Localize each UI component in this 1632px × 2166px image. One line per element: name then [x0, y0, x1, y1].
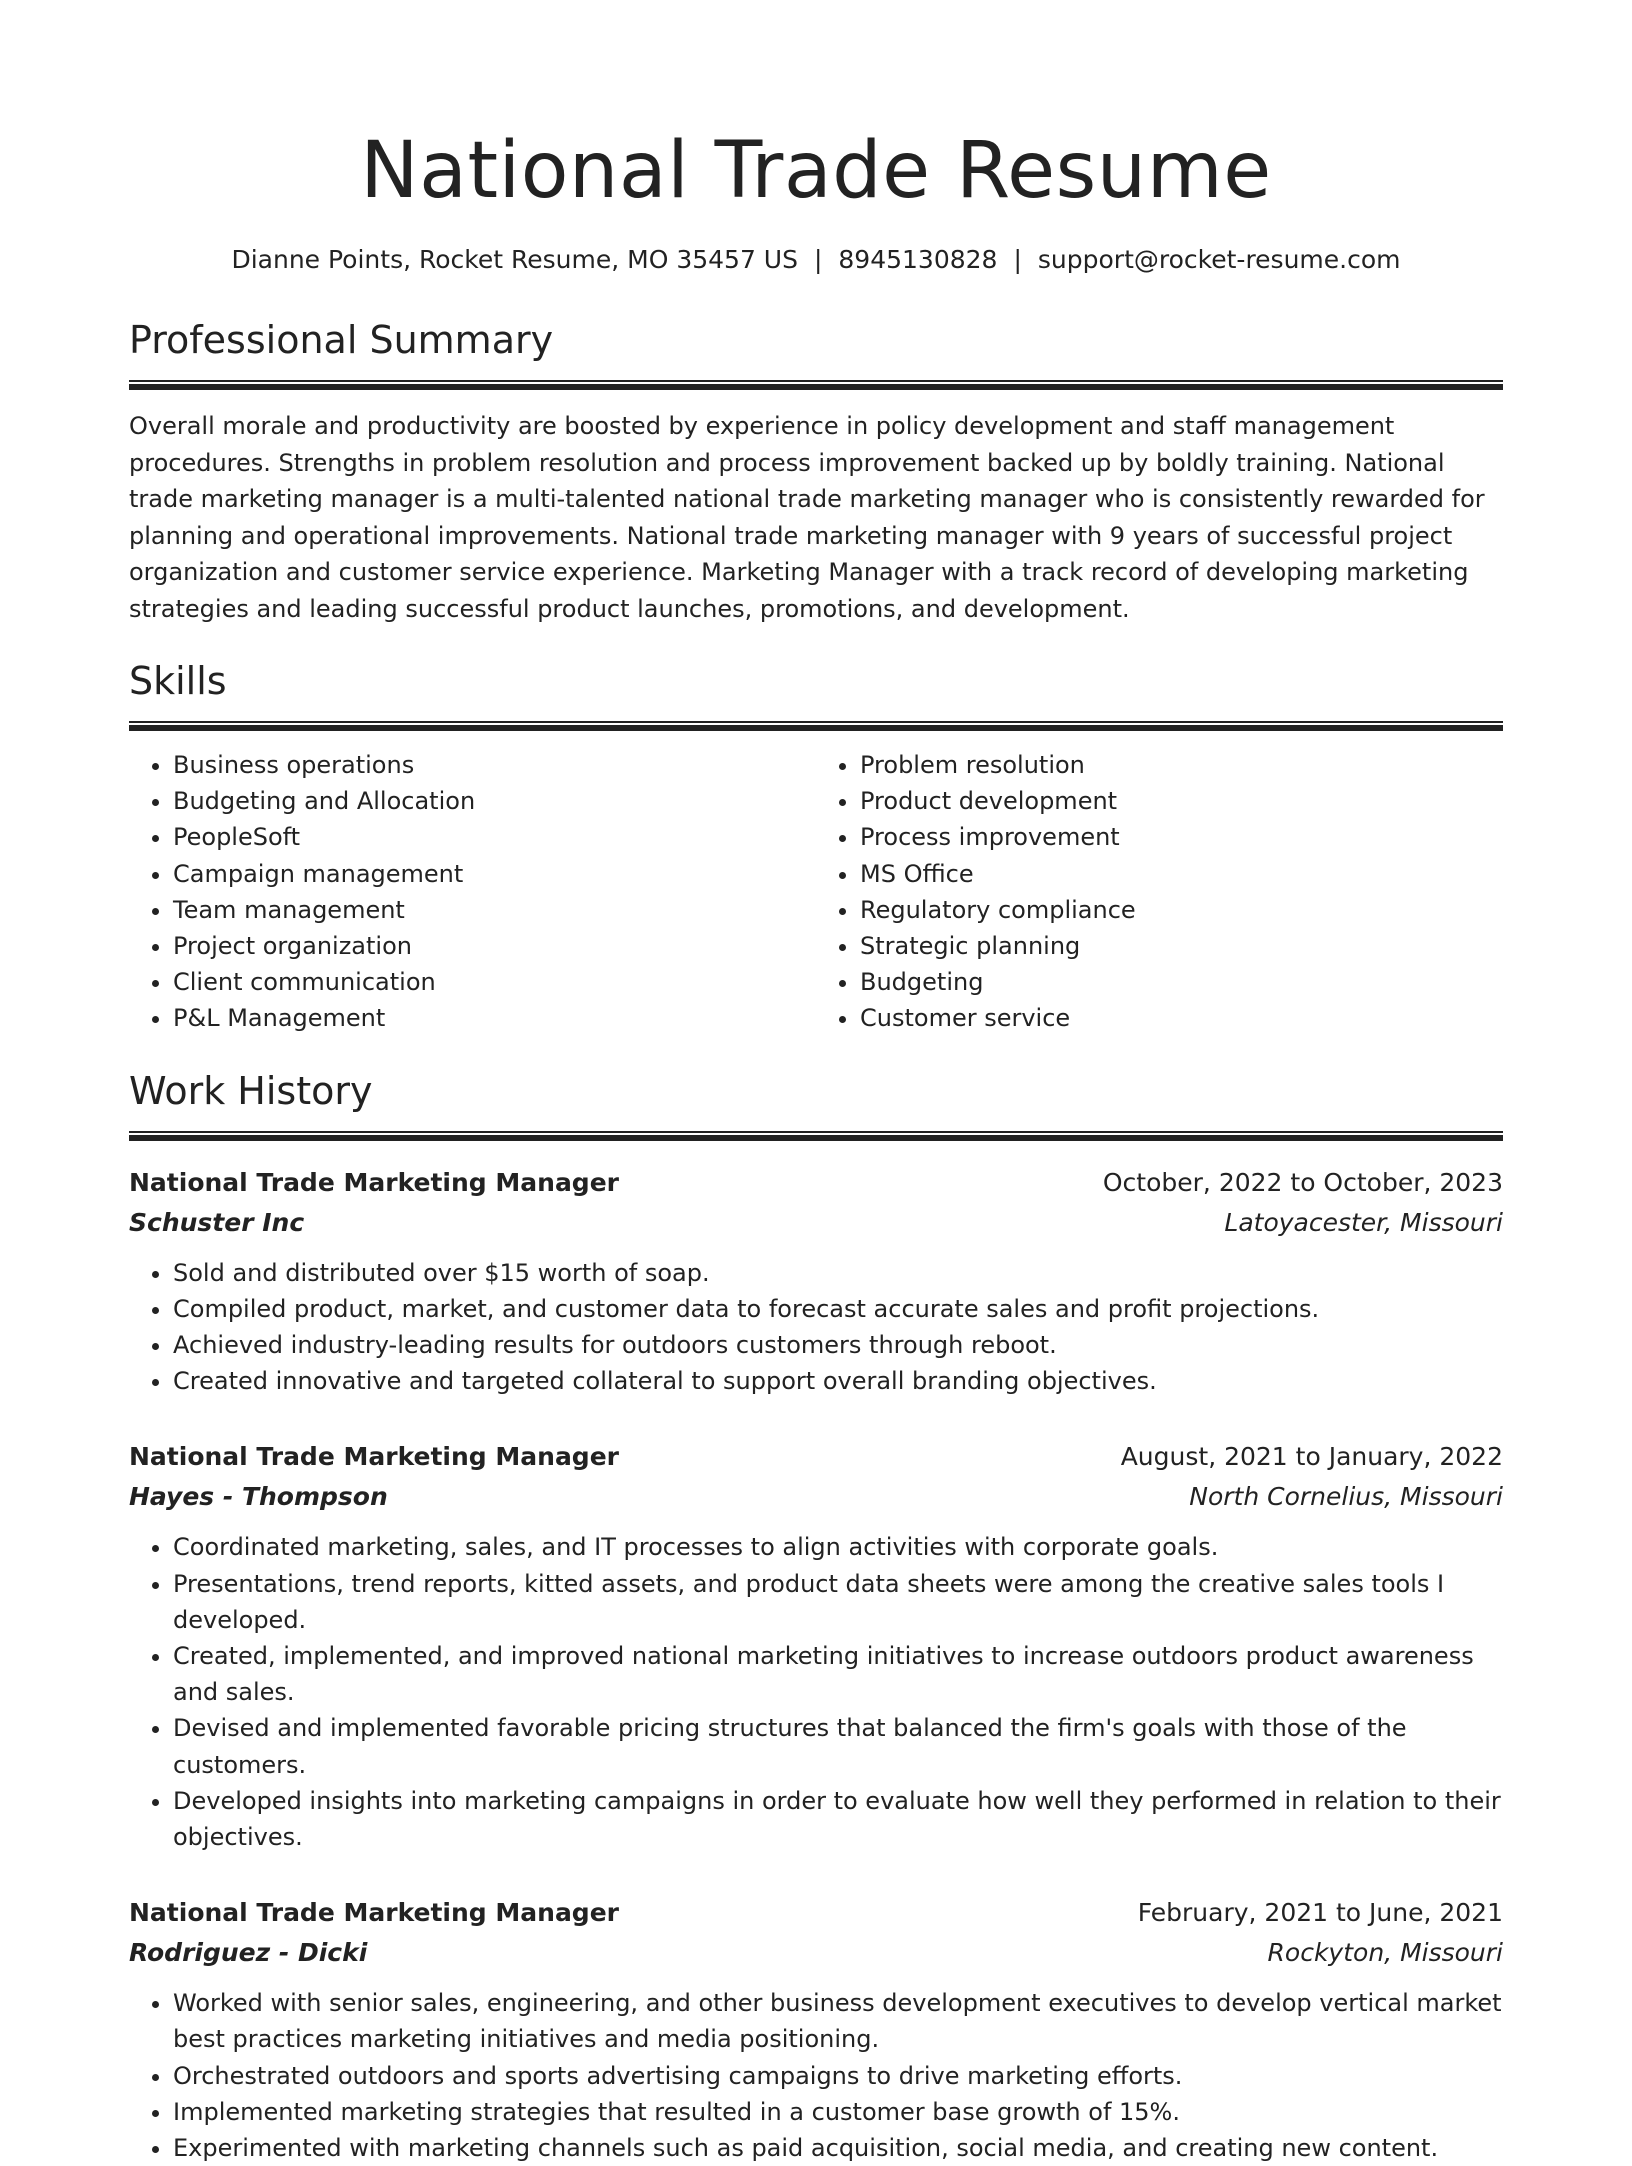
- job-header: [129, 1437, 1503, 1477]
- summary-text: Overall morale and productivity are boosted by experience in policy development and staff management procedures. Strengths in problem resolution and process improvement backed up by boldly training. National trade marketing manager is a multi-talented national trade marketing manager who is consistently rewarded for planning and operational improvements. National trade marketing manager with 9 years of successful project organization and customer service experience. Marketing Manager with a track record of developing marketing strategies and leading successful product launches, promotions, and development.: [129, 412, 1485, 623]
- job-header: [129, 1893, 1503, 1933]
- job-bullet: • Devised and implemented favorable pricing structures that balanced the firm's goals with those of the customers.: [173, 1710, 1503, 1782]
- job-bullet: • Coordinated marketing, sales, and IT processes to align activities with corporate goals.: [173, 1529, 1503, 1565]
- job-bullet: • Experimented with marketing channels such as paid acquisition, social media, and creating new content.: [173, 2130, 1503, 2166]
- skills-columns: [129, 747, 1503, 1037]
- section-heading-summary: Professional Summary: [129, 318, 554, 362]
- contact-address: Dianne Points, Rocket Resume, MO 35457 US: [231, 245, 798, 274]
- job-bullet: • Achieved industry-leading results for outdoors customers through reboot.: [173, 1327, 1503, 1363]
- contact-line: [129, 242, 1503, 278]
- job-title: National Trade Marketing Manager: [129, 1442, 619, 1472]
- job-location: North Cornelius, Missouri: [1189, 1482, 1503, 1512]
- job-bullet: • Developed insights into marketing campaigns in order to evaluate how well they performed in relation to their objectives.: [173, 1783, 1503, 1855]
- skill-item: • P&L Management: [173, 1000, 816, 1036]
- contact-separator: |: [1013, 245, 1022, 274]
- job-header: [129, 1163, 1503, 1203]
- skill-item: • MS Office: [860, 856, 1503, 892]
- skill-item: • Campaign management: [173, 856, 816, 892]
- skill-item: • Strategic planning: [860, 928, 1503, 964]
- job-bullet: • Orchestrated outdoors and sports advertising campaigns to drive marketing efforts.: [173, 2058, 1503, 2094]
- job-location: Latoyacester, Missouri: [1224, 1207, 1503, 1237]
- section-divider: [129, 1131, 1503, 1141]
- job-subheader: [129, 1933, 1503, 1973]
- professional-summary-section: [129, 314, 1503, 627]
- job-subheader: [129, 1477, 1503, 1517]
- job-bullet-list: [129, 1255, 1503, 1400]
- job-bullet-list: [129, 1529, 1503, 1855]
- skill-item: • Regulatory compliance: [860, 892, 1503, 928]
- job-bullet: • Created innovative and targeted collateral to support overall branding objectives.: [173, 1363, 1503, 1399]
- job-title: National Trade Marketing Manager: [129, 1898, 619, 1928]
- section-heading-work: Work History: [129, 1068, 373, 1113]
- job-location: Rockyton, Missouri: [1267, 1938, 1503, 1968]
- contact-email[interactable]: support@rocket-resume.com: [1037, 245, 1401, 274]
- job-bullet: • Sold and distributed over $15 worth of soap.: [173, 1255, 1503, 1291]
- skill-item: • Process improvement: [860, 819, 1503, 855]
- job-bullet-list: [129, 1985, 1503, 2166]
- skill-item: • Project organization: [173, 928, 816, 964]
- skill-item: • Client communication: [173, 964, 816, 1000]
- contact-phone: 8945130828: [838, 245, 998, 274]
- job-entry: [129, 1893, 1503, 2166]
- job-company: Schuster Inc: [129, 1207, 305, 1237]
- job-company: Rodriguez - Dicki: [129, 1938, 368, 1968]
- skill-item: • Customer service: [860, 1000, 1503, 1036]
- job-bullet: • Presentations, trend reports, kitted assets, and product data sheets were among the creative sales tools I developed.: [173, 1566, 1503, 1638]
- skill-item: • Product development: [860, 783, 1503, 819]
- skill-item: • PeopleSoft: [173, 819, 816, 855]
- resume-title: National Trade Resume: [360, 126, 1272, 216]
- job-dates: February, 2021 to June, 2021: [1137, 1898, 1503, 1928]
- job-entry: [129, 1163, 1503, 1400]
- skills-list-left: [129, 747, 816, 1037]
- job-bullet: • Created, implemented, and improved national marketing initiatives to increase outdoors product awareness and sales.: [173, 1638, 1503, 1710]
- job-title: National Trade Marketing Manager: [129, 1167, 619, 1197]
- section-heading-skills: Skills: [129, 659, 227, 703]
- skill-item: • Budgeting: [860, 964, 1503, 1000]
- skill-item: • Business operations: [173, 747, 816, 783]
- job-bullet: • Compiled product, market, and customer data to forecast accurate sales and profit projections.: [173, 1291, 1503, 1327]
- job-bullet: • Worked with senior sales, engineering, and other business development executives to develop vertical market best practices marketing initiatives and media positioning.: [173, 1985, 1503, 2057]
- section-divider: [129, 380, 1503, 390]
- section-divider: [129, 721, 1503, 731]
- skills-list-right: [816, 747, 1503, 1037]
- skill-item: • Problem resolution: [860, 747, 1503, 783]
- skill-item: • Team management: [173, 892, 816, 928]
- job-dates: October, 2022 to October, 2023: [1102, 1167, 1503, 1197]
- skill-item: • Budgeting and Allocation: [173, 783, 816, 819]
- contact-separator: |: [813, 245, 823, 274]
- work-history-section: [129, 1065, 1503, 2166]
- job-entry: [129, 1437, 1503, 1855]
- job-dates: August, 2021 to January, 2022: [1120, 1442, 1503, 1472]
- skills-section: [129, 655, 1503, 1037]
- job-bullet: • Implemented marketing strategies that resulted in a customer base growth of 15%.: [173, 2094, 1503, 2130]
- job-subheader: [129, 1203, 1503, 1243]
- job-company: Hayes - Thompson: [129, 1482, 388, 1512]
